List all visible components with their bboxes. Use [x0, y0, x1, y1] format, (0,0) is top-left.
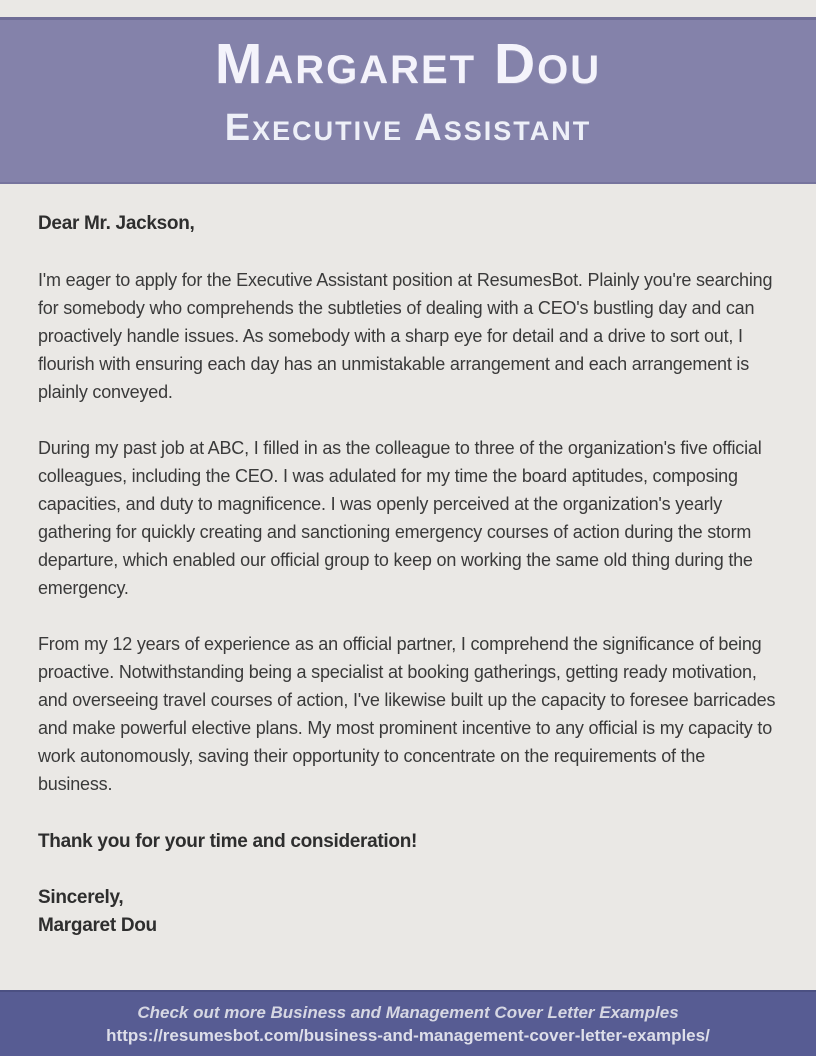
- job-title: Executive Assistant: [224, 107, 592, 149]
- paragraph-skills: From my 12 years of experience as an official partner, I comprehend the significance of being proactive. Notwithstanding being a specialist at booking gatherings, getting ready motivation, and overseeing travel courses of action, I've likewise built up the capacity to foresee barricades and make powerful elective plans. My most prominent incentive to any official is my capacity to work autonomously, saving their opportunity to concentrate on the requirements of the business.: [38, 634, 776, 794]
- signature-name: Margaret Dou: [38, 915, 157, 936]
- paragraph-intro: I'm eager to apply for the Executive Assistant position at ResumesBot. Plainly you're searching for somebody who comprehends the subtleties of dealing with a CEO's bustling day and can proactively handle issues. As somebody with a sharp eye for detail and a drive to sort out, I flourish with ensuring each day has an unmistakable arrangement and each arrangement is plainly conveyed.: [38, 270, 773, 402]
- paragraph-experience: During my past job at ABC, I filled in as the colleague to three of the organization's five official colleagues, including the CEO. I was adulated for my time the board aptitudes, composing capacities, and duty to magnificence. I was openly perceived at the organization's yearly gathering for quickly creating and sanctioning emergency courses of action during the storm departure, which enabled our official group to keep on working the same old thing during the emergency.: [38, 438, 762, 598]
- salutation: Dear Mr. Jackson,: [38, 213, 195, 234]
- header-banner: [0, 17, 816, 184]
- footer-promo-text: Check out more Business and Management Cover Letter Examples: [137, 1003, 679, 1022]
- footer-url-link[interactable]: https://resumesbot.com/business-and-management-cover-letter-examples/: [106, 1026, 710, 1045]
- signoff: Sincerely,: [38, 887, 124, 908]
- candidate-name: Margaret Dou: [214, 32, 602, 96]
- footer-banner: [0, 990, 816, 1056]
- closing-thanks: Thank you for your time and consideration!: [38, 831, 418, 852]
- letter-body: [0, 184, 816, 940]
